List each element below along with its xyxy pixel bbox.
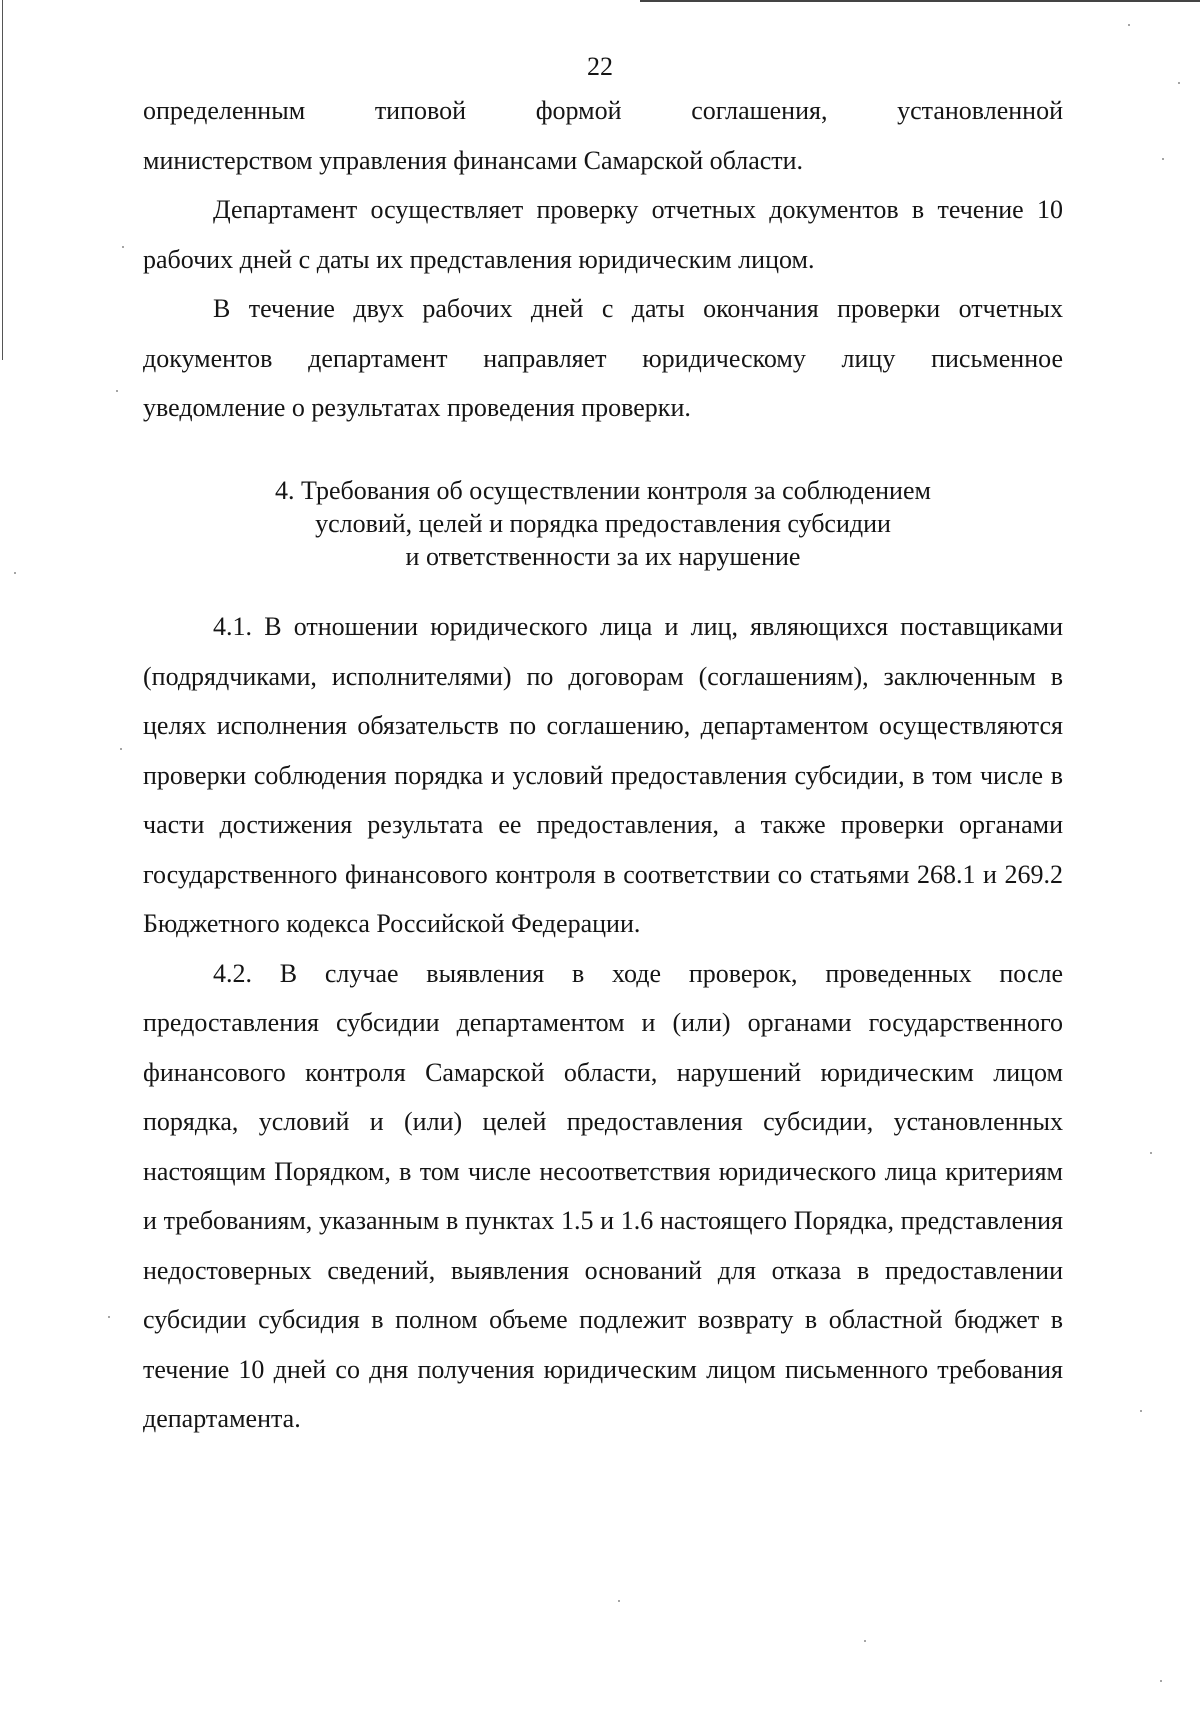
section-4-body — [143, 602, 1063, 1444]
continuation-line-2: министерством управления финансами Самарской области. — [143, 145, 804, 175]
paragraph-notification: В течение двух рабочих дней с даты окончания проверки отчетных документов департамент направляет юридическому лицу письменное уведомление о результатах проведения проверки. — [143, 294, 1063, 422]
scan-speck — [120, 748, 122, 750]
paragraph-4-2: 4.2. В случае выявления в ходе проверок, проведенных после предоставления субсидии департаментом и (или) органами государственного финансового контроля Самарской области, нарушений юридическим лицом порядка, условий и (или) целей предоставления субсидии, установленных настоящим Порядком, в том числе несоответствия юридического лица критериям и требованиям, указанным в пунктах 1.5 и 1.6 настоящего Порядка, представления недостоверных сведений, выявления оснований для отказа в предоставлении субсидии субсидия в полном объеме подлежит возврату в областной бюджет в течение 10 дней со дня получения юридическим лицом письменного требования департамента. — [143, 958, 1063, 1433]
scan-speck — [1150, 1152, 1152, 1154]
continuation-line-1: определенным типовой формой соглашения, установленной — [143, 96, 1063, 125]
scan-speck — [618, 1600, 620, 1602]
scan-speck — [116, 390, 118, 392]
heading-line-3: и ответственности за их нарушение — [405, 542, 801, 571]
scan-speck — [864, 1640, 866, 1642]
intro-text-block — [143, 86, 1063, 433]
scan-edge-top — [640, 0, 1200, 2]
paragraph-inspection-period: Департамент осуществляет проверку отчетных документов в течение 10 рабочих дней с даты их представления юридическим лицом. — [143, 195, 1063, 274]
scan-speck — [1140, 1410, 1142, 1412]
page-number: 22 — [587, 52, 613, 81]
heading-line-2: условий, целей и порядка предоставления субсидии — [315, 509, 891, 538]
heading-line-1: 4. Требования об осуществлении контроля за соблюдением — [275, 476, 931, 505]
section-4-heading — [143, 474, 1063, 573]
scan-speck — [1160, 1680, 1162, 1682]
scan-speck — [1162, 158, 1164, 160]
scan-speck — [1178, 82, 1180, 84]
scan-speck — [14, 572, 16, 574]
paragraph-4-1: 4.1. В отношении юридического лица и лиц, являющихся поставщиками (подрядчиками, исполнителями) по договорам (соглашениям), заключенным в целях исполнения обязательств по соглашению, департаментом осуществляются проверки соблюдения порядка и условий предоставления субсидии, в том числе в части достижения результата ее предоставления, а также проверки органами государственного финансового контроля в соответствии со статьями 268.1 и 269.2 Бюджетного кодекса Российской Федерации. — [143, 612, 1063, 938]
scan-speck — [122, 246, 124, 248]
scan-speck — [108, 1316, 110, 1318]
scan-speck — [1128, 24, 1130, 26]
